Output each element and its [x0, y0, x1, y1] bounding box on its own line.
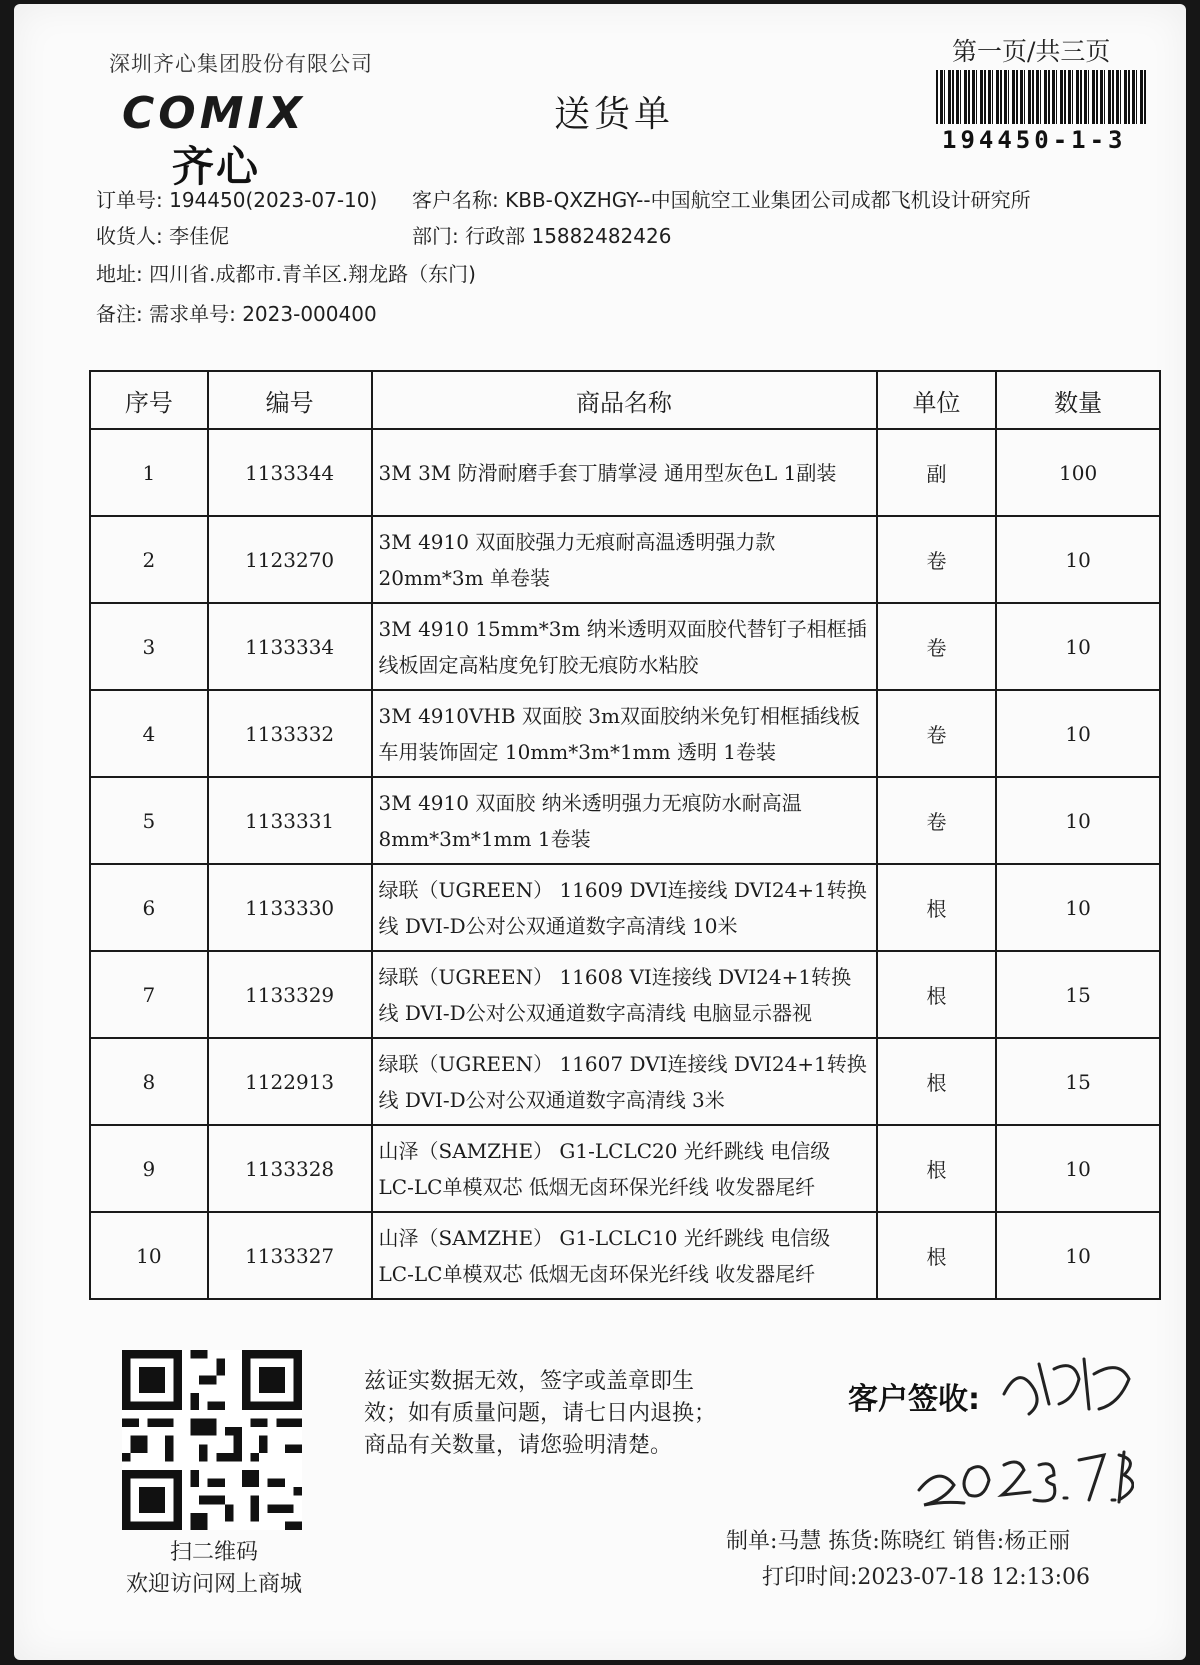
cell-name: 3M 4910VHB 双面胶 3m双面胶纳米免钉相框插线板车用装饰固定 10mm*3m*1mm 透明 1卷装 — [372, 690, 877, 777]
cell-seq: 5 — [90, 777, 208, 864]
cell-name: 3M 3M 防滑耐磨手套丁腈掌浸 通用型灰色L 1副装 — [372, 429, 877, 516]
cell-unit: 卷 — [877, 603, 997, 690]
cell-unit: 根 — [877, 1125, 997, 1212]
cell-qty: 10 — [996, 777, 1160, 864]
cell-name: 3M 4910 双面胶强力无痕耐高温透明强力款 20mm*3m 单卷装 — [372, 516, 877, 603]
cell-code: 1133334 — [208, 603, 372, 690]
staff-info: 制单:马慧 拣货:陈晓红 销售:杨正丽 — [726, 1529, 1071, 1554]
notice-line-3: 商品有关数量，请您验明清楚。 — [364, 1433, 673, 1458]
table-row — [90, 603, 1160, 690]
customer-value: KBB-QXZHGY--中国航空工业集团公司成都飞机设计研究所 — [505, 188, 1031, 212]
cell-qty: 10 — [996, 864, 1160, 951]
cell-qty: 10 — [996, 603, 1160, 690]
cell-unit: 根 — [877, 1212, 997, 1299]
cell-qty: 10 — [996, 1212, 1160, 1299]
cell-seq: 4 — [90, 690, 208, 777]
cell-code: 1133328 — [208, 1125, 372, 1212]
cell-code: 1123270 — [208, 516, 372, 603]
header-name: 商品名称 — [372, 371, 877, 429]
cell-seq: 7 — [90, 951, 208, 1038]
qr-caption — [104, 1537, 324, 1601]
cell-unit: 根 — [877, 1038, 997, 1125]
remark-value: 需求单号: 2023-000400 — [149, 302, 377, 326]
cell-qty: 10 — [996, 1125, 1160, 1212]
barcode-number: 194450-1-3 — [942, 126, 1127, 154]
cell-seq: 9 — [90, 1125, 208, 1212]
customer-label: 客户名称: — [412, 188, 499, 212]
table-row — [90, 951, 1160, 1038]
header-seq: 序号 — [90, 371, 208, 429]
delivery-note-sheet — [14, 4, 1186, 1660]
cell-name: 山泽（SAMZHE） G1-LCLC10 光纤跳线 电信级 LC-LC单模双芯 低烟无卤环保光纤线 收发器尾纤 — [372, 1212, 877, 1299]
cell-unit: 卷 — [877, 516, 997, 603]
qr-caption-line-2: 欢迎访问网上商城 — [125, 1572, 302, 1597]
company-name: 深圳齐心集团股份有限公司 — [109, 52, 373, 76]
cell-name: 绿联（UGREEN） 11608 VI连接线 DVI24+1转换线 DVI-D公对公双通道数字高清线 电脑显示器视 — [372, 951, 877, 1038]
header-unit: 单位 — [877, 371, 997, 429]
notice-line-2: 效；如有质量问题，请七日内退换； — [364, 1401, 717, 1426]
cell-name: 3M 4910 15mm*3m 纳米透明双面胶代替钉子相框插线板固定高粘度免钉胶无痕防水粘胶 — [372, 603, 877, 690]
department-label: 部门: — [412, 224, 459, 248]
cell-seq: 6 — [90, 864, 208, 951]
cell-seq: 1 — [90, 429, 208, 516]
barcode-image — [936, 70, 1146, 124]
receiver-row — [96, 220, 229, 249]
customer-row — [412, 184, 1031, 213]
department-row — [412, 220, 671, 249]
qr-caption-line-1: 扫二维码 — [169, 1540, 258, 1565]
cell-code: 1133327 — [208, 1212, 372, 1299]
cell-name: 山泽（SAMZHE） G1-LCLC20 光纤跳线 电信级 LC-LC单模双芯 低烟无卤环保光纤线 收发器尾纤 — [372, 1125, 877, 1212]
table-row — [90, 690, 1160, 777]
cell-seq: 10 — [90, 1212, 208, 1299]
receiver-value: 李佳伲 — [169, 224, 230, 248]
address-value: 四川省.成都市.青羊区.翔龙路（东门) — [149, 262, 476, 286]
cell-code: 1133344 — [208, 429, 372, 516]
qr-code-icon[interactable] — [122, 1350, 302, 1530]
cell-code: 1133331 — [208, 777, 372, 864]
table-row — [90, 864, 1160, 951]
remark-label: 备注: — [96, 302, 143, 326]
cell-unit: 根 — [877, 951, 997, 1038]
cell-code: 1133329 — [208, 951, 372, 1038]
table-row — [90, 1212, 1160, 1299]
cell-qty: 15 — [996, 951, 1160, 1038]
customer-signature-label: 客户签收: — [848, 1382, 980, 1417]
document-title: 送货单 — [554, 94, 675, 135]
order-number-value: 194450(2023-07-10) — [169, 188, 378, 212]
logo-cn-text: 齐心 — [172, 142, 261, 191]
receiver-label: 收货人: — [96, 224, 163, 248]
cell-unit: 卷 — [877, 690, 997, 777]
cell-qty: 10 — [996, 516, 1160, 603]
header-code: 编号 — [208, 371, 372, 429]
handwritten-date — [914, 1440, 1134, 1510]
cell-unit: 卷 — [877, 777, 997, 864]
cell-qty: 15 — [996, 1038, 1160, 1125]
logo-en-text: COMIX — [122, 88, 306, 139]
notice-text — [364, 1366, 764, 1462]
table-row — [90, 777, 1160, 864]
remark-row — [96, 298, 377, 327]
cell-unit: 根 — [877, 864, 997, 951]
cell-code: 1122913 — [208, 1038, 372, 1125]
handwritten-signature — [994, 1344, 1144, 1424]
table-row — [90, 1038, 1160, 1125]
cell-name: 3M 4910 双面胶 纳米透明强力无痕防水耐高温 8mm*3m*1mm 1卷装 — [372, 777, 877, 864]
table-row — [90, 516, 1160, 603]
cell-unit: 副 — [877, 429, 997, 516]
cell-name: 绿联（UGREEN） 11609 DVI连接线 DVI24+1转换线 DVI-D公对公双通道数字高清线 10米 — [372, 864, 877, 951]
cell-name: 绿联（UGREEN） 11607 DVI连接线 DVI24+1转换线 DVI-D公对公双通道数字高清线 3米 — [372, 1038, 877, 1125]
cell-code: 1133330 — [208, 864, 372, 951]
notice-line-1: 兹证实数据无效，签字或盖章即生 — [364, 1369, 695, 1394]
cell-qty: 10 — [996, 690, 1160, 777]
address-row — [96, 258, 476, 287]
table-row — [90, 429, 1160, 516]
comix-logo — [122, 88, 362, 191]
order-number-label: 订单号: — [96, 188, 163, 212]
print-time: 打印时间:2023-07-18 12:13:06 — [762, 1565, 1091, 1590]
order-number-row — [96, 184, 377, 213]
department-value: 行政部 15882482426 — [465, 224, 672, 248]
page-info: 第一页/共三页 — [952, 37, 1111, 66]
cell-seq: 8 — [90, 1038, 208, 1125]
cell-qty: 100 — [996, 429, 1160, 516]
table-row — [90, 1125, 1160, 1212]
address-label: 地址: — [96, 262, 143, 286]
cell-seq: 3 — [90, 603, 208, 690]
table-header-row — [90, 371, 1160, 429]
cell-code: 1133332 — [208, 690, 372, 777]
header-qty: 数量 — [996, 371, 1160, 429]
cell-seq: 2 — [90, 516, 208, 603]
goods-table — [89, 370, 1161, 1300]
